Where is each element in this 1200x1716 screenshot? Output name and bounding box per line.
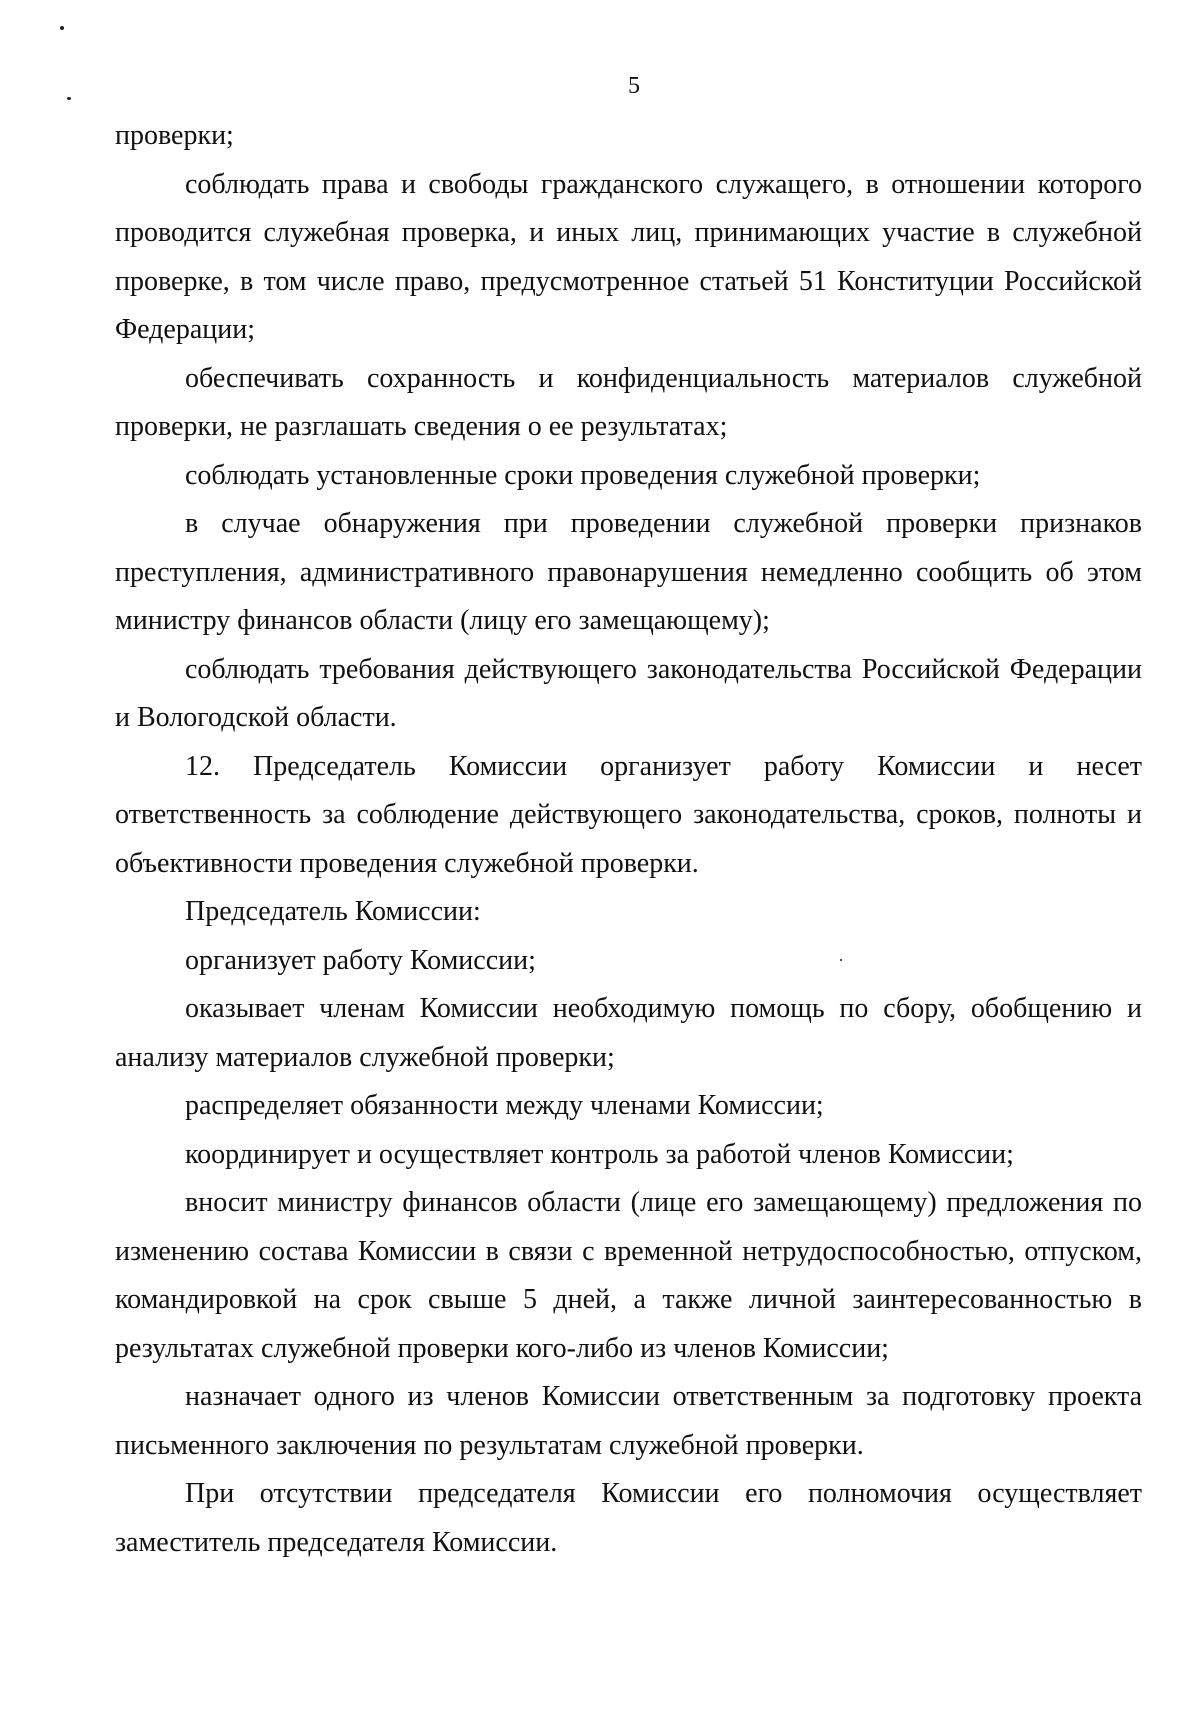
- scan-speck: [60, 26, 64, 30]
- paragraph: распределяет обязанности между членами Комиссии;: [185, 1090, 824, 1121]
- paragraph: соблюдать права и свободы гражданского служащего, в отношении которого проводится служебная проверка, и иных лиц, принимающих участие в служебной проверке, в том числе право, предусмотренное статьей 51 Конституции Российской Федерации;: [115, 168, 1142, 345]
- paragraph: соблюдать требования действующего законодательства Российской Федерации и Вологодской области.: [115, 653, 1142, 733]
- page-number: 5: [628, 73, 640, 99]
- paragraph: координирует и осуществляет контроль за работой членов Комиссии;: [185, 1138, 1014, 1170]
- paragraph: 12. Председатель Комиссии организует работу Комиссии и несет ответственность за соблюдение действующего законодательства, сроков, полноты и объективности проведения служебной проверки.: [115, 750, 1142, 879]
- paragraph: назначает одного из членов Комиссии ответственным за подготовку проекта письменного заключения по результатам служебной проверки.: [115, 1381, 1142, 1461]
- paragraph: организует работу Комиссии;: [185, 944, 536, 976]
- paragraph: оказывает членам Комиссии необходимую помощь по сбору, обобщению и анализу материалов служебной проверки;: [115, 993, 1142, 1073]
- paragraph: соблюдать установленные сроки проведения служебной проверки;: [185, 459, 981, 491]
- paragraph: При отсутствии председателя Комиссии его полномочия осуществляет заместитель председателя Комиссии.: [115, 1478, 1142, 1558]
- paragraph: Председатель Комиссии:: [185, 896, 481, 927]
- paragraph: обеспечивать сохранность и конфиденциальность материалов служебной проверки, не разглашать сведения о ее результатах;: [115, 362, 1142, 442]
- paragraph: в случае обнаружения при проведении служебной проверки признаков преступления, административного правонарушения немедленно сообщить об этом министру финансов области (лицу его замещающему);: [115, 508, 1142, 636]
- paragraph: проверки;: [115, 120, 234, 151]
- paragraph: вносит министру финансов области (лице его замещающему) предложения по изменению состава Комиссии в связи с временной нетрудоспособностью, отпуском, командировкой на срок свыше 5 дней, а также личной заинтересованностью в результатах служебной проверки кого-либо из членов Комиссии;: [115, 1187, 1142, 1364]
- document-body: [115, 112, 1142, 1567]
